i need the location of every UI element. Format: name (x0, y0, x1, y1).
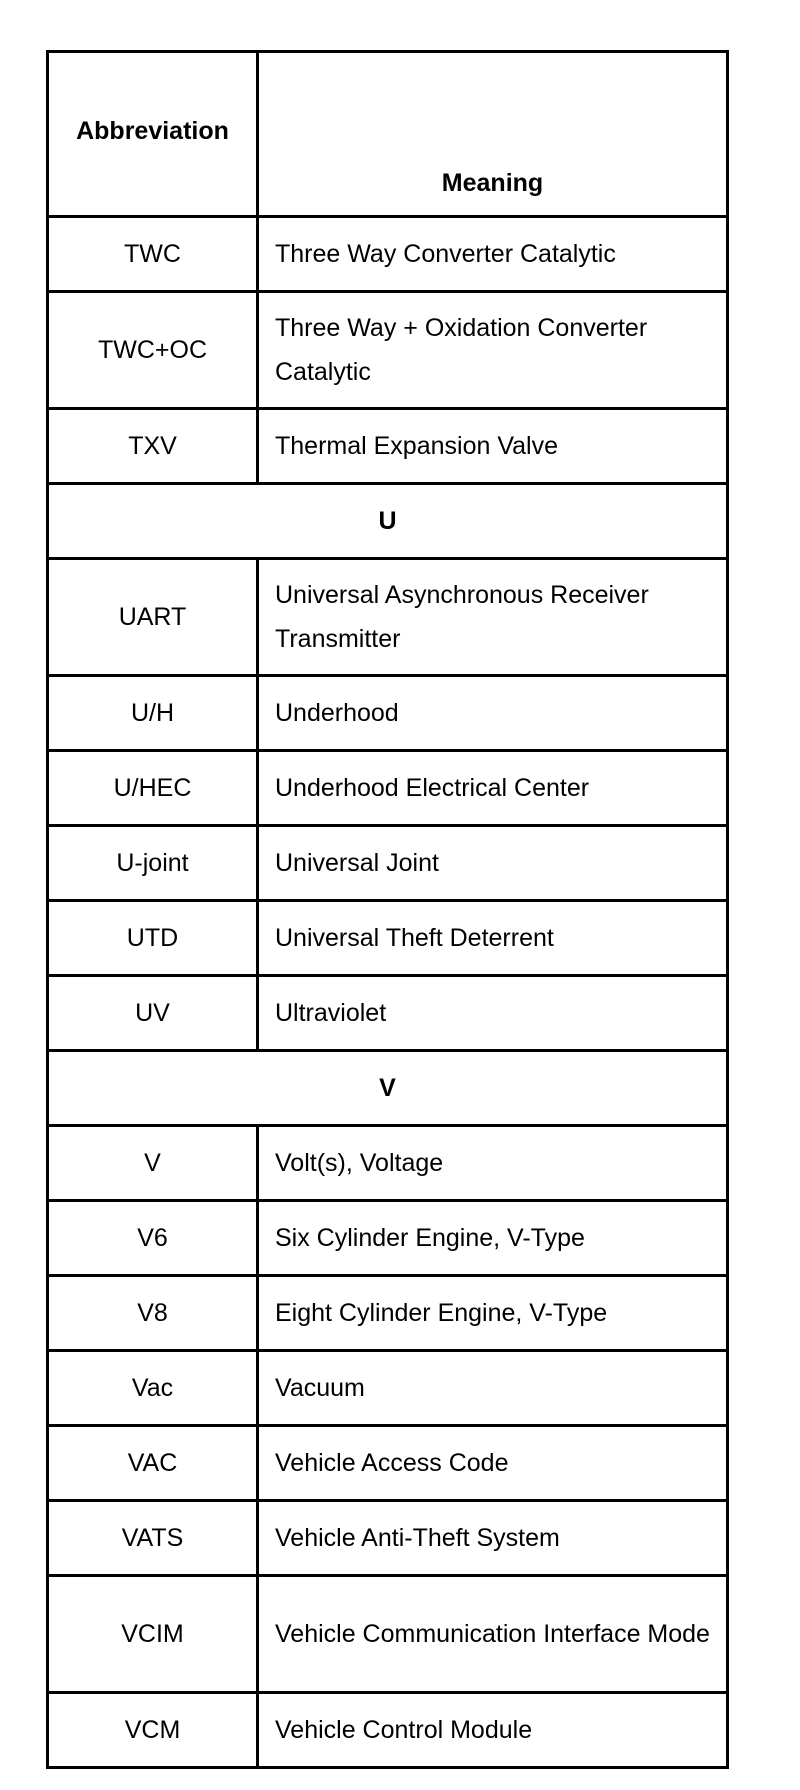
table-row (48, 1693, 728, 1768)
abbreviation-cell: V6 (48, 1201, 258, 1276)
meaning-cell: Universal Theft Deterrent (258, 901, 728, 976)
meaning-cell: Underhood Electrical Center (258, 751, 728, 826)
table-row (48, 1276, 728, 1351)
header-row (48, 52, 728, 217)
table-row (48, 1426, 728, 1501)
section-heading: U (48, 484, 728, 559)
table-row (48, 1576, 728, 1693)
meaning-cell: Vehicle Control Module (258, 1693, 728, 1768)
abbreviation-cell: V (48, 1126, 258, 1201)
abbreviation-cell: VATS (48, 1501, 258, 1576)
abbreviation-cell: UART (48, 559, 258, 676)
table-row (48, 751, 728, 826)
abbreviation-cell: VCM (48, 1693, 258, 1768)
table-row (48, 901, 728, 976)
table-row (48, 826, 728, 901)
abbreviation-cell: VAC (48, 1426, 258, 1501)
table-row (48, 1351, 728, 1426)
table-row (48, 409, 728, 484)
table-row (48, 292, 728, 409)
table-row (48, 559, 728, 676)
meaning-cell: Vehicle Access Code (258, 1426, 728, 1501)
meaning-cell: Underhood (258, 676, 728, 751)
table-row (48, 1126, 728, 1201)
abbreviation-cell: U/H (48, 676, 258, 751)
header-abbreviation: Abbreviation (48, 52, 258, 217)
table-row (48, 976, 728, 1051)
table-row (48, 676, 728, 751)
meaning-cell: Universal Asynchronous Receiver Transmitter (258, 559, 728, 676)
table-row (48, 1501, 728, 1576)
meaning-cell: Three Way Converter Catalytic (258, 217, 728, 292)
meaning-cell: Volt(s), Voltage (258, 1126, 728, 1201)
meaning-cell: Three Way + Oxidation Converter Catalytic (258, 292, 728, 409)
meaning-cell: Vehicle Anti-Theft System (258, 1501, 728, 1576)
abbreviation-cell: U-joint (48, 826, 258, 901)
abbreviation-cell: UTD (48, 901, 258, 976)
section-heading: V (48, 1051, 728, 1126)
meaning-cell: Ultraviolet (258, 976, 728, 1051)
abbreviation-cell: VCIM (48, 1576, 258, 1693)
abbreviation-cell: Vac (48, 1351, 258, 1426)
meaning-cell: Vehicle Communication Interface Mode (258, 1576, 728, 1693)
meaning-cell: Universal Joint (258, 826, 728, 901)
abbreviation-cell: TXV (48, 409, 258, 484)
meaning-cell: Six Cylinder Engine, V-Type (258, 1201, 728, 1276)
abbreviation-cell: TWC+OC (48, 292, 258, 409)
abbreviations-table (46, 50, 729, 1769)
table-body (48, 217, 728, 1768)
table-row (48, 1201, 728, 1276)
abbreviation-cell: UV (48, 976, 258, 1051)
table-row (48, 217, 728, 292)
abbreviation-cell: U/HEC (48, 751, 258, 826)
meaning-cell: Vacuum (258, 1351, 728, 1426)
section-row (48, 484, 728, 559)
meaning-cell: Thermal Expansion Valve (258, 409, 728, 484)
section-row (48, 1051, 728, 1126)
header-meaning: Meaning (258, 52, 728, 217)
abbreviation-cell: V8 (48, 1276, 258, 1351)
abbreviation-cell: TWC (48, 217, 258, 292)
meaning-cell: Eight Cylinder Engine, V-Type (258, 1276, 728, 1351)
